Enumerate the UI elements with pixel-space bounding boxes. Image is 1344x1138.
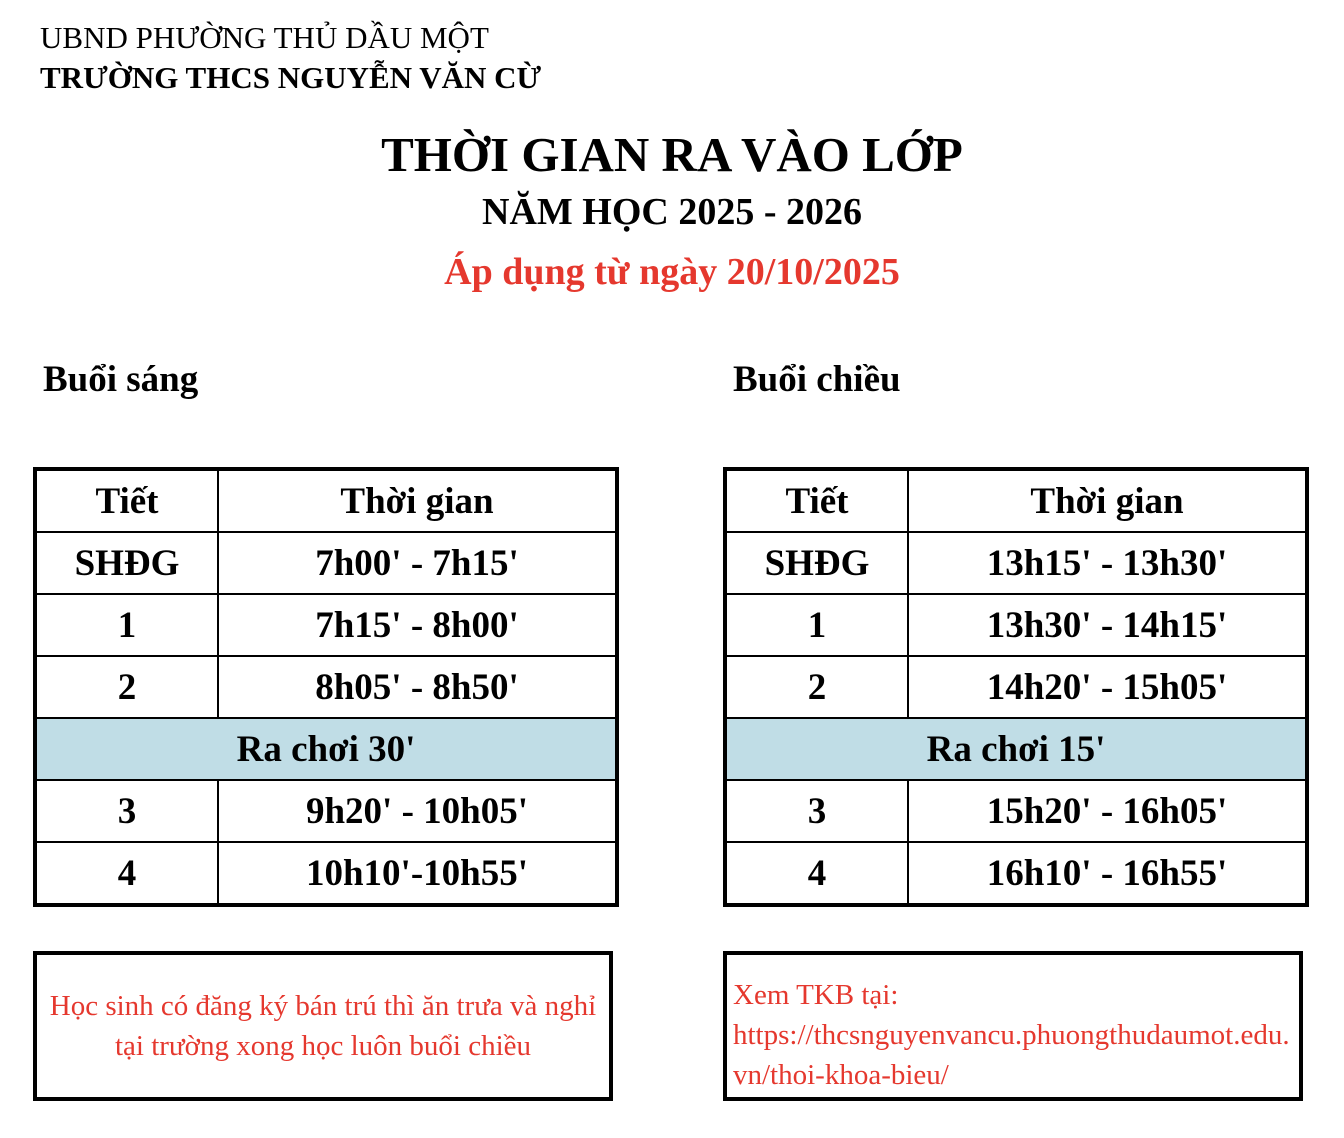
table-header-row (35, 469, 617, 532)
org-line-1: UBND PHƯỜNG THỦ DẦU MỘT (40, 20, 489, 55)
timetable-note (727, 955, 1299, 1095)
table-row (35, 532, 617, 594)
header-time: Thời gian (908, 469, 1307, 532)
break-cell: Ra chơi 30' (35, 718, 617, 780)
time-cell: 10h10'-10h55' (218, 842, 617, 905)
time-cell: 14h20' - 15h05' (908, 656, 1307, 718)
time-cell: 8h05' - 8h50' (218, 656, 617, 718)
effective-date: Áp dụng từ ngày 20/10/2025 (444, 251, 900, 293)
time-cell: 7h00' - 7h15' (218, 532, 617, 594)
table-row (725, 780, 1307, 842)
header-period: Tiết (725, 469, 908, 532)
header-period: Tiết (35, 469, 218, 532)
page-title: THỜI GIAN RA VÀO LỚP (381, 127, 963, 182)
period-cell: SHĐG (725, 532, 908, 594)
table-row (725, 656, 1307, 718)
time-cell: 13h15' - 13h30' (908, 532, 1307, 594)
time-cell: 7h15' - 8h00' (218, 594, 617, 656)
afternoon-schedule-table (723, 467, 1309, 907)
timetable-link[interactable]: https://thcsnguyenvancu.phuongthudaumot.edu.vn/thoi-khoa-bieu/ (733, 1019, 1290, 1091)
time-cell: 16h10' - 16h55' (908, 842, 1307, 905)
period-cell: 2 (35, 656, 218, 718)
period-cell: 3 (35, 780, 218, 842)
afternoon-title: Buổi chiều (733, 359, 901, 400)
period-cell: SHĐG (35, 532, 218, 594)
table-row (725, 532, 1307, 594)
time-cell: 9h20' - 10h05' (218, 780, 617, 842)
time-cell: 15h20' - 16h05' (908, 780, 1307, 842)
period-cell: 1 (725, 594, 908, 656)
period-cell: 4 (725, 842, 908, 905)
break-row (725, 718, 1307, 780)
timetable-link-box (723, 951, 1303, 1101)
table-row (725, 842, 1307, 905)
time-cell: 13h30' - 14h15' (908, 594, 1307, 656)
boarding-note: Học sinh có đăng ký bán trú thì ăn trưa và nghỉ tại trường xong học luôn buổi chiều (49, 990, 597, 1062)
period-cell: 3 (725, 780, 908, 842)
break-row (35, 718, 617, 780)
table-row (35, 842, 617, 905)
table-header-row (725, 469, 1307, 532)
period-cell: 2 (725, 656, 908, 718)
school-year: NĂM HỌC 2025 - 2026 (482, 191, 862, 233)
period-cell: 1 (35, 594, 218, 656)
table-row (35, 656, 617, 718)
org-line-2: TRƯỜNG THCS NGUYỄN VĂN CỪ (40, 60, 542, 95)
table-row (725, 594, 1307, 656)
morning-schedule-table (33, 467, 619, 907)
boarding-note-box (33, 951, 613, 1101)
break-cell: Ra chơi 15' (725, 718, 1307, 780)
period-cell: 4 (35, 842, 218, 905)
table-row (35, 780, 617, 842)
morning-title: Buổi sáng (43, 359, 199, 400)
timetable-label: Xem TKB tại: (733, 979, 899, 1011)
table-row (35, 594, 617, 656)
header-time: Thời gian (218, 469, 617, 532)
